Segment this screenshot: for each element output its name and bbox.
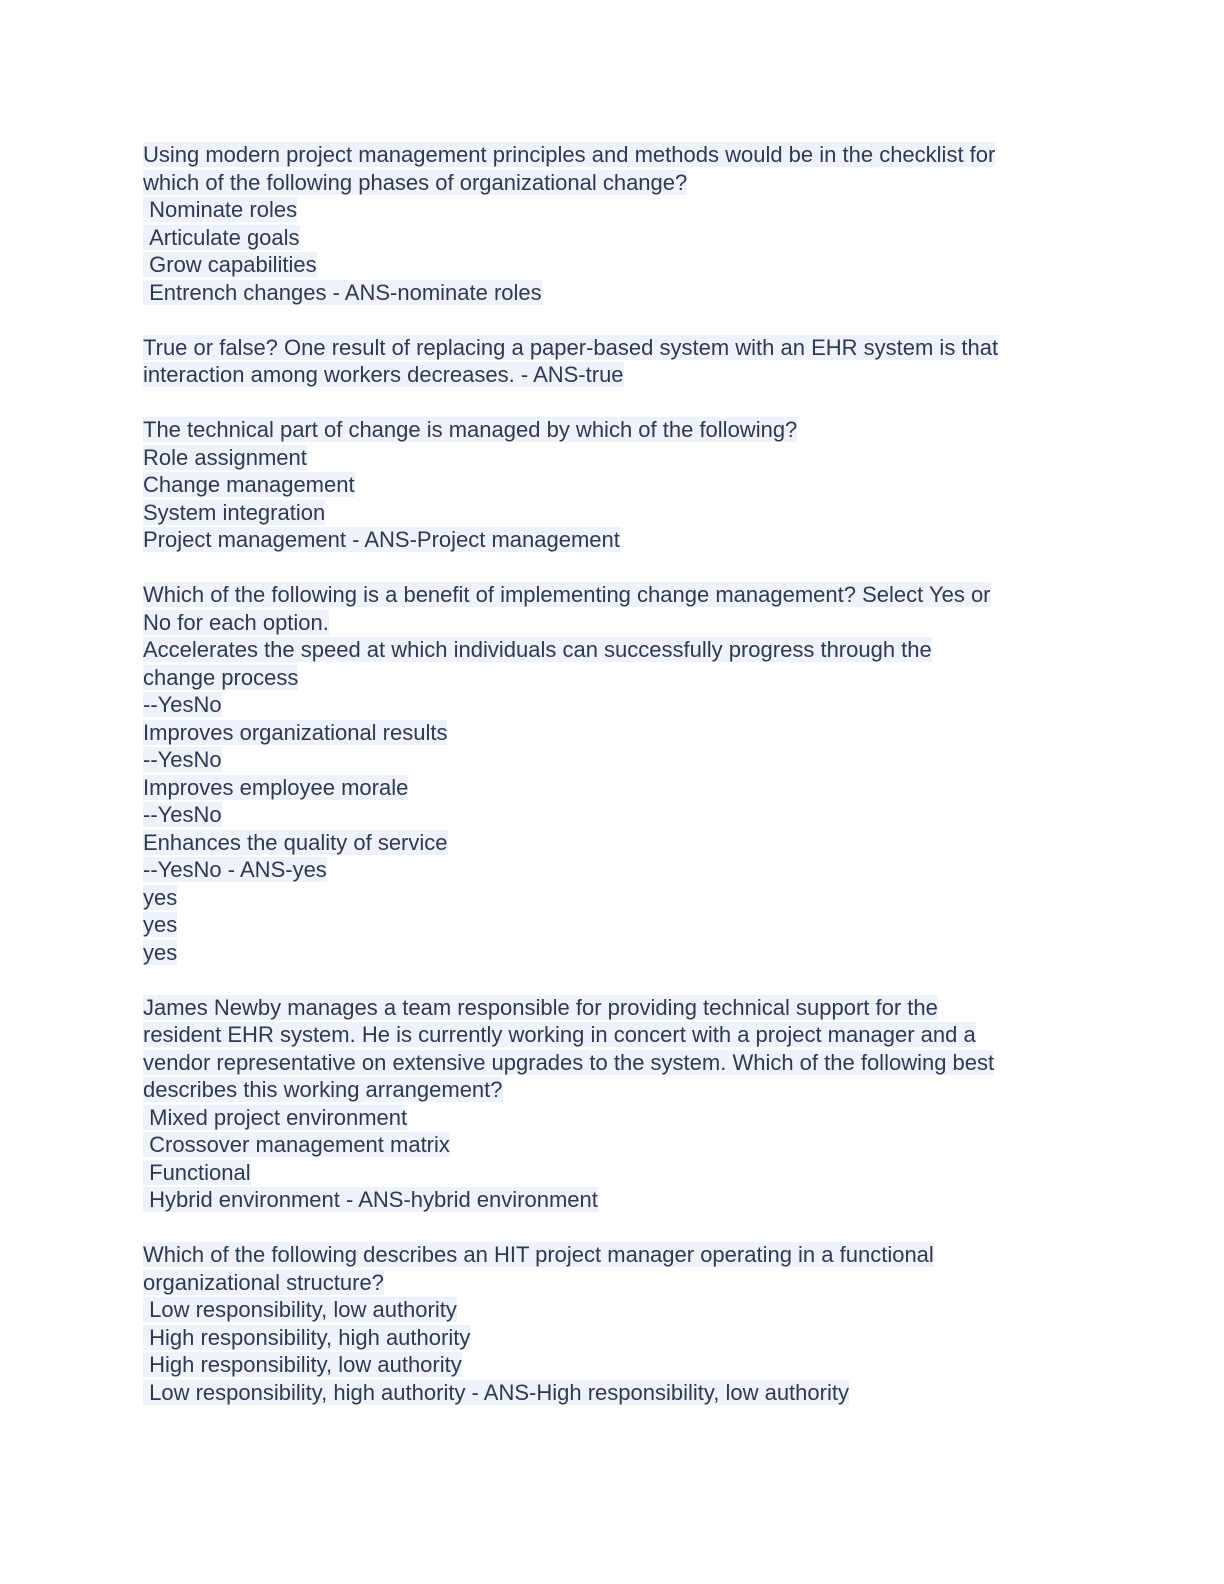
question-text: vendor representative on extensive upgrades to the system. Which of the following best (143, 1049, 995, 1075)
option-text: --YesNo (143, 747, 222, 772)
question-text: describes this working arrangement? (143, 1077, 503, 1102)
question-text: True or false? One result of replacing a paper-based system with an EHR system is that (143, 334, 999, 360)
option-text: High responsibility, low authority (143, 1352, 462, 1377)
option-text: Grow capabilities (143, 252, 317, 277)
answer-text: yes (143, 939, 178, 965)
option-text: Enhances the quality of service (143, 829, 448, 855)
answer-text: interaction among workers decreases. - ANS-true (143, 362, 624, 387)
text-line (143, 1021, 1104, 1049)
text-line (143, 609, 1104, 637)
text-line (143, 911, 1104, 939)
option-text: Role assignment (143, 444, 307, 470)
option-text: change process (143, 664, 299, 690)
question-block-1 (143, 141, 1104, 306)
question-text: James Newby manages a team responsible for providing technical support for the (143, 994, 938, 1020)
option-text: --YesNo (143, 802, 222, 827)
question-block-4 (143, 581, 1104, 966)
text-line (143, 224, 1104, 252)
answer-text: Low responsibility, high authority - ANS-High responsibility, low authority (143, 1379, 849, 1405)
option-text: Accelerates the speed at which individuals can successfully progress through the (143, 637, 932, 662)
text-line (143, 196, 1104, 224)
question-block-5 (143, 994, 1104, 1214)
answer-text: Project management - ANS-Project management (143, 527, 620, 552)
question-block-3 (143, 416, 1104, 554)
text-line (143, 994, 1104, 1022)
option-text: Improves organizational results (143, 719, 448, 745)
text-line (143, 1159, 1104, 1187)
answer-text: yes (143, 884, 178, 910)
text-line (143, 1324, 1104, 1352)
question-text: No for each option. (143, 609, 329, 635)
text-line (143, 169, 1104, 197)
question-text: Using modern project management principles and methods would be in the checklist for (143, 142, 996, 167)
question-text: resident EHR system. He is currently working in concert with a project manager and a (143, 1022, 976, 1047)
text-line (143, 829, 1104, 857)
answer-text: Entrench changes - ANS-nominate roles (143, 279, 542, 305)
text-line (143, 746, 1104, 774)
document-content (143, 141, 1104, 1434)
text-line (143, 471, 1104, 499)
question-text: Which of the following is a benefit of implementing change management? Select Yes or (143, 582, 991, 607)
option-text: Crossover management matrix (143, 1132, 450, 1157)
text-line (143, 1049, 1104, 1077)
text-line (143, 801, 1104, 829)
option-text: High responsibility, high authority (143, 1324, 471, 1350)
text-line (143, 361, 1104, 389)
text-line (143, 1131, 1104, 1159)
option-text: --YesNo (143, 692, 222, 717)
text-line (143, 664, 1104, 692)
text-line (143, 526, 1104, 554)
option-text: Mixed project environment (143, 1104, 408, 1130)
text-line (143, 774, 1104, 802)
text-line (143, 939, 1104, 967)
text-line (143, 691, 1104, 719)
option-text: Low responsibility, low authority (143, 1297, 457, 1322)
question-block-2 (143, 334, 1104, 389)
option-text: System integration (143, 499, 326, 525)
question-text: The technical part of change is managed by which of the following? (143, 417, 798, 442)
text-line (143, 141, 1104, 169)
text-line (143, 499, 1104, 527)
text-line (143, 719, 1104, 747)
text-line (143, 636, 1104, 664)
text-line (143, 1379, 1104, 1407)
answer-text: Hybrid environment - ANS-hybrid environment (143, 1187, 598, 1212)
text-line (143, 856, 1104, 884)
text-line (143, 884, 1104, 912)
question-text: which of the following phases of organizational change? (143, 169, 688, 195)
question-text: organizational structure? (143, 1269, 384, 1295)
text-line (143, 334, 1104, 362)
text-line (143, 251, 1104, 279)
text-line (143, 581, 1104, 609)
text-line (143, 1351, 1104, 1379)
text-line (143, 444, 1104, 472)
text-line (143, 1076, 1104, 1104)
option-text: Nominate roles (143, 197, 298, 222)
text-line (143, 279, 1104, 307)
option-text: Change management (143, 472, 355, 497)
question-text: Which of the following describes an HIT project manager operating in a functional (143, 1242, 934, 1267)
answer-text: yes (143, 912, 178, 937)
text-line (143, 416, 1104, 444)
answer-text: --YesNo - ANS-yes (143, 857, 327, 882)
text-line (143, 1241, 1104, 1269)
text-line (143, 1269, 1104, 1297)
text-line (143, 1186, 1104, 1214)
question-block-6 (143, 1241, 1104, 1406)
option-text: Functional (143, 1159, 251, 1185)
text-line (143, 1104, 1104, 1132)
text-line (143, 1296, 1104, 1324)
option-text: Articulate goals (143, 224, 300, 250)
option-text: Improves employee morale (143, 774, 409, 800)
